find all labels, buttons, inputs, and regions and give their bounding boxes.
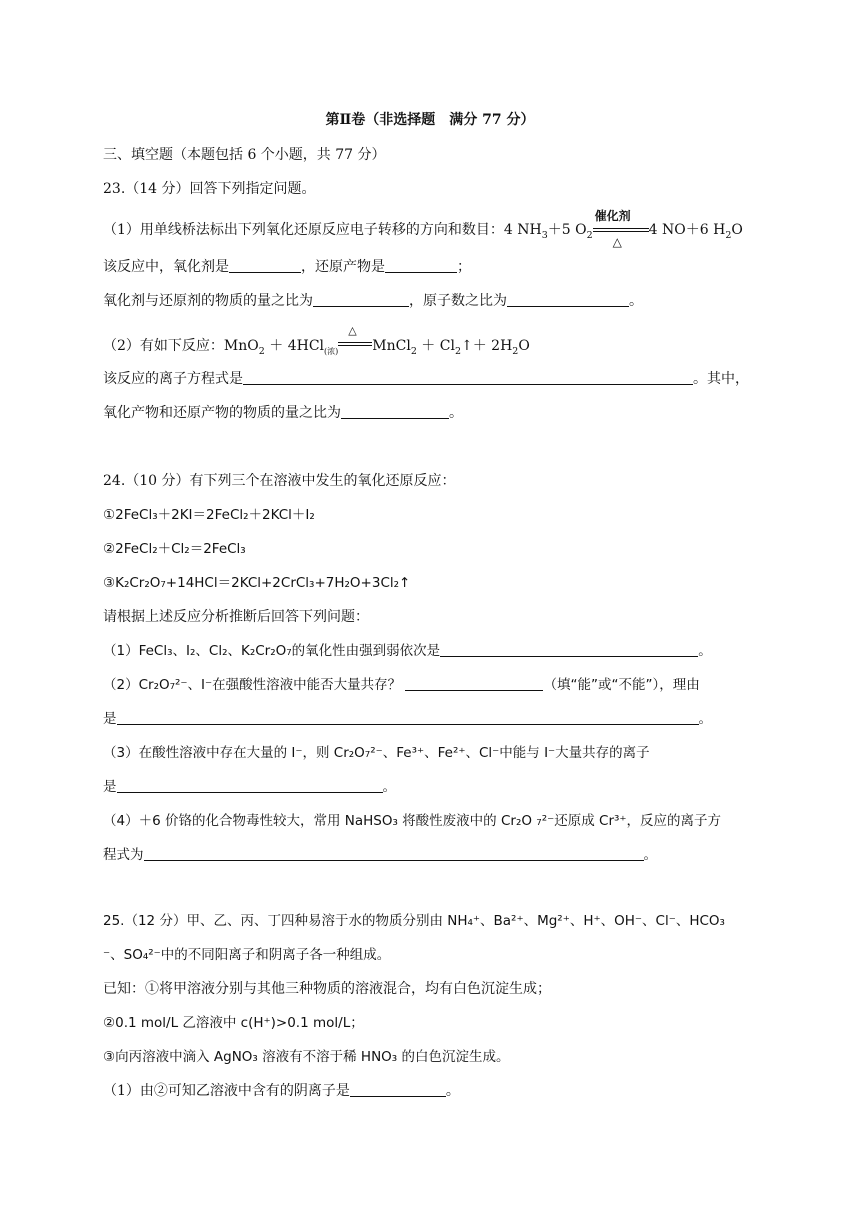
q24-sub2-cont: 是 。 — [103, 711, 712, 727]
q23-line2: 该反应中，氧化剂是 ，还原产物是 ； — [103, 259, 471, 275]
page-title: 第Ⅱ卷（非选择题 满分 77 分） — [325, 112, 535, 128]
answer-blank[interactable] — [144, 846, 644, 861]
answer-blank[interactable] — [507, 292, 629, 307]
q24-reaction-3: ③K₂Cr₂O₇+14HCl＝2KCl+2CrCl₃+7H₂O+3Cl₂↑ — [103, 575, 411, 591]
q24-sub2: （2）Cr₂O₇²⁻、I⁻在强酸性溶液中能否大量共存？ （填“能”或“不能”），理由 — [103, 677, 700, 693]
q23-stem: 23.（14 分）回答下列指定问题。 — [103, 181, 316, 197]
q25-sub1: （1）由②可知乙溶液中含有的阴离子是 。 — [103, 1083, 460, 1099]
q25-stem-cont: ⁻、SO₄²⁻中的不同阳离子和阴离子各一种组成。 — [103, 947, 391, 963]
answer-blank[interactable] — [313, 292, 409, 307]
q24-reaction-2: ②2FeCl₂＋Cl₂＝2FeCl₃ — [103, 541, 246, 557]
answer-blank[interactable] — [350, 1082, 446, 1097]
section-heading: 三、填空题（本题包括 6 个小题，共 77 分） — [103, 147, 386, 163]
q23-line3: 氧化剂与还原剂的物质的量之比为 ，原子数之比为 。 — [103, 293, 643, 309]
q24-sub3: （3）在酸性溶液中存在大量的 I⁻，则 Cr₂O₇²⁻、Fe³⁺、Fe²⁺、Cl⁻中能与 I⁻大量共存的离子 — [103, 745, 650, 761]
answer-blank[interactable] — [229, 258, 301, 273]
answer-blank[interactable] — [405, 676, 543, 691]
answer-blank[interactable] — [385, 258, 457, 273]
q25-known-3: ③向丙溶液中滴入 AgNO₃ 溶液有不溶于稀 HNO₃ 的白色沉淀生成。 — [103, 1049, 510, 1065]
q24-sub3-cont: 是 。 — [103, 779, 396, 795]
q23-line6: 氧化产物和还原产物的物质的量之比为 。 — [103, 405, 463, 421]
answer-blank[interactable] — [440, 642, 698, 657]
reaction-arrow-catalyst: 催化剂 △ — [593, 220, 649, 238]
q23-part1-equation: （1）用单线桥法标出下列氧化还原反应电子转移的方向和数目：4 $NH_3+5$ $O_2$ 催化剂 △ 4 NO＋6 $H_2O$ — [103, 209, 743, 249]
q24-stem: 24.（10 分）有下列三个在溶液中发生的氧化还原反应： — [103, 473, 456, 489]
q24-intro: 请根据上述反应分析推断后回答下列问题： — [103, 609, 369, 625]
answer-blank[interactable] — [243, 370, 693, 385]
q24-sub4-cont: 程式为 。 — [103, 847, 657, 863]
q24-reaction-1: ①2FeCl₃＋2KI＝2FeCl₂＋2KCl＋I₂ — [103, 507, 315, 523]
q24-sub1: （1）FeCl₃、I₂、Cl₂、K₂Cr₂O₇的氧化性由强到弱依次是 。 — [103, 643, 712, 659]
answer-blank[interactable] — [117, 778, 383, 793]
q25-known-1: 已知：①将甲溶液分别与其他三种物质的溶液混合，均有白色沉淀生成； — [103, 981, 551, 997]
q25-known-2: ②0.1 mol/L 乙溶液中 c(H⁺)>0.1 mol/L； — [103, 1015, 364, 1031]
reaction-arrow-heat: △ — [338, 336, 372, 354]
q24-sub4: （4）＋6 价铬的化合物毒性较大，常用 NaHSO₃ 将酸性废液中的 Cr₂O ₇²⁻还原成 Cr³⁺，反应的离子方 — [103, 813, 722, 829]
q23-line5: 该反应的离子方程式是 。其中， — [103, 371, 749, 387]
q25-stem: 25.（12 分）甲、乙、丙、丁四种易溶于水的物质分别由 NH₄⁺、Ba²⁺、Mg²⁺、H⁺、OH⁻、Cl⁻、HCO₃ — [103, 913, 725, 929]
q23-part2-equation: （2）有如下反应：MnO$_2$ ＋ 4HCl$_{(浓)}$ △ MnCl$_2$ ＋ $Cl_2↑+ 2H_2O$ — [103, 324, 530, 357]
answer-blank[interactable] — [117, 710, 699, 725]
answer-blank[interactable] — [341, 404, 449, 419]
